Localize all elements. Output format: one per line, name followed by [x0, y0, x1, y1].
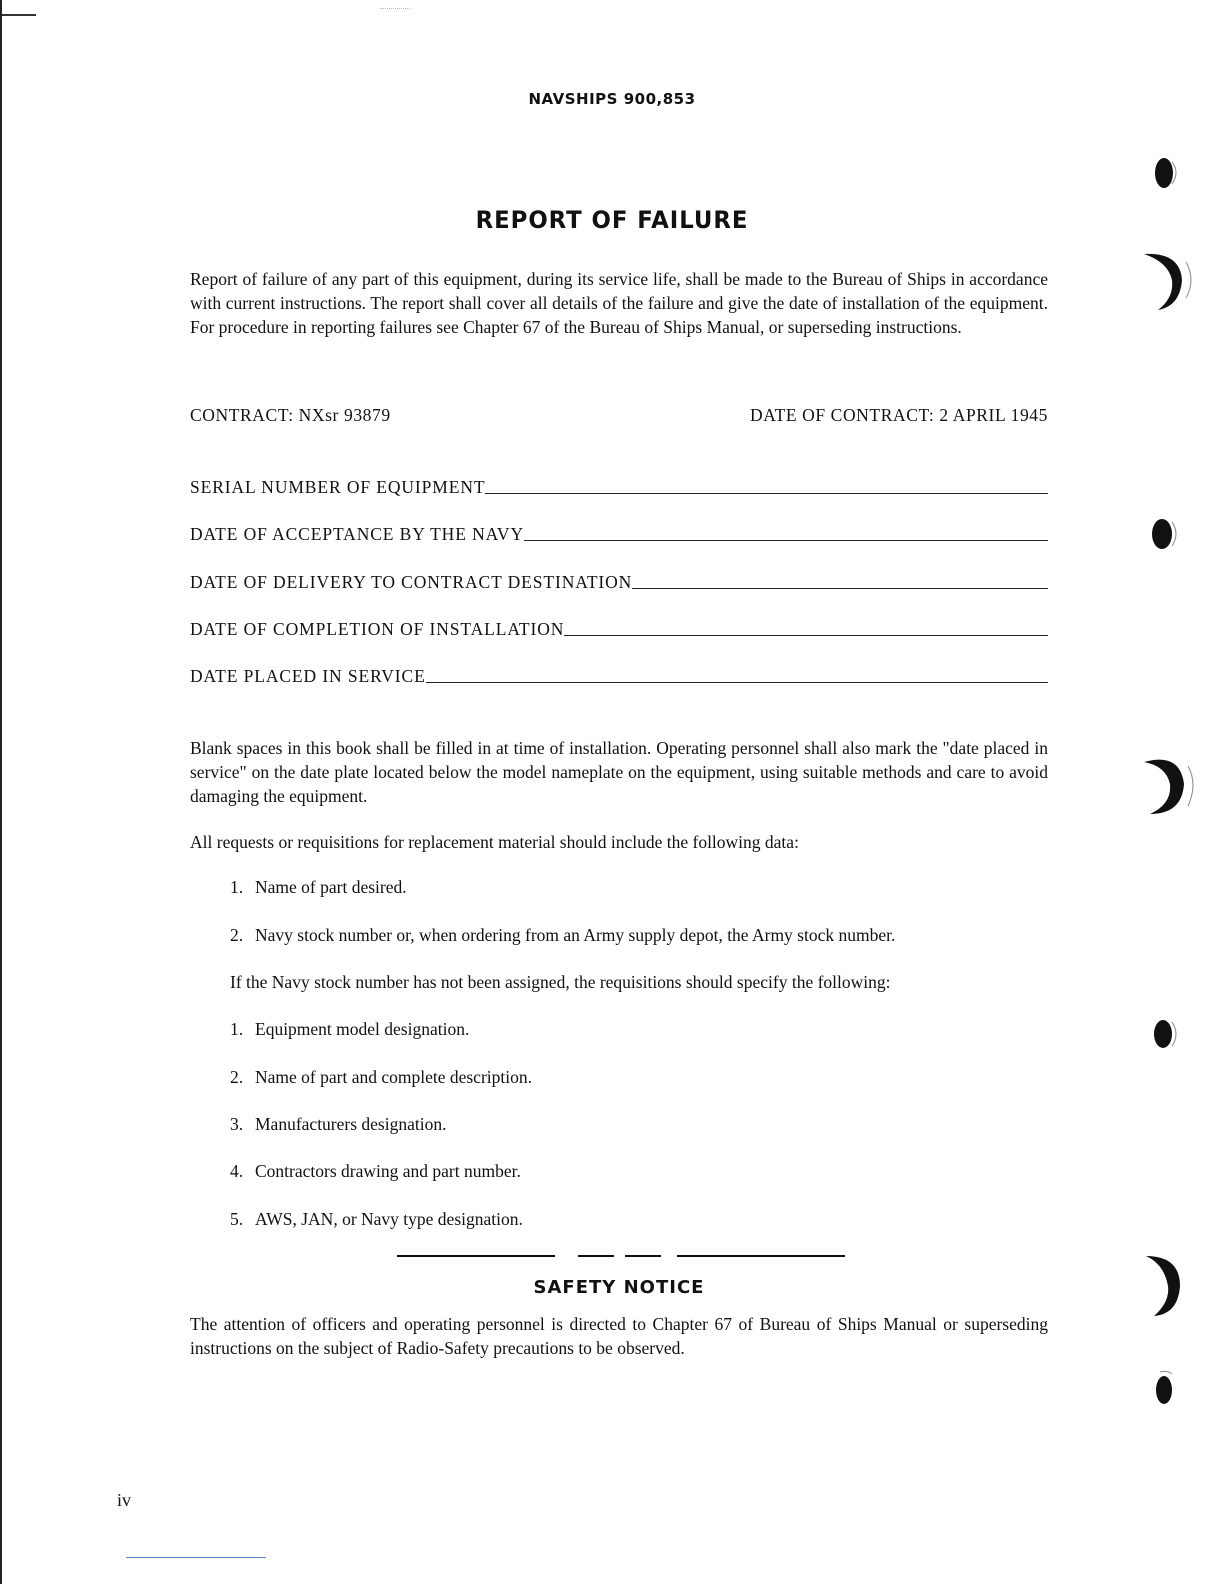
serial-number-field[interactable]: [190, 474, 1048, 498]
page-left-edge: [0, 0, 2, 1584]
list-item-text: Name of part desired.: [255, 877, 407, 897]
list-item: [230, 1209, 523, 1230]
list-item-number: 4.: [230, 1161, 244, 1181]
service-date-label: DATE PLACED IN SERVICE: [190, 666, 426, 686]
list-item-number: 2.: [230, 1067, 244, 1087]
acceptance-date-field[interactable]: [190, 521, 1048, 545]
delivery-date-field[interactable]: [190, 569, 1048, 593]
divider-rule: [677, 1255, 845, 1257]
completion-date-label: DATE OF COMPLETION OF INSTALLATION: [190, 619, 565, 639]
acceptance-date-label: DATE OF ACCEPTANCE BY THE NAVY: [190, 524, 524, 544]
binder-hole-icon: [1140, 248, 1198, 314]
list-item-text: Equipment model designation.: [255, 1019, 470, 1039]
completion-date-blank[interactable]: [564, 634, 1048, 636]
divider-rule: [397, 1255, 555, 1257]
page-number: iv: [117, 1490, 132, 1510]
list-item-text: Contractors drawing and part number.: [255, 1161, 521, 1181]
divider-rule: [625, 1255, 661, 1257]
divider-rule: [578, 1255, 614, 1257]
list-item: [230, 877, 407, 898]
list-item-number: 2.: [230, 925, 244, 945]
list-item-number: 1.: [230, 877, 244, 897]
binder-hole-icon: [1150, 1012, 1186, 1054]
completion-date-field[interactable]: [190, 616, 1048, 640]
safety-notice-text: The attention of officers and operating personnel is directed to Chapter 67 of Bureau of Ships Manual or superseding instructions on the subject of Radio-Safety precautions to be observed.: [190, 1314, 1048, 1358]
document-code: NAVSHIPS 900,853: [528, 90, 696, 108]
list-item: [230, 925, 895, 946]
binder-hole-icon: [1150, 152, 1186, 194]
binder-hole-icon: [1148, 512, 1186, 554]
intro-paragraph: Report of failure of any part of this equipment, during its service life, shall be made to the Bureau of Ships in accordance with current instructions. The report shall cover all details of the failure and give the date of installation of the equipment. For procedure in reporting failures see Chapter 67 of the Bureau of Ships Manual, or superseding instructions.: [190, 269, 1048, 337]
service-date-blank[interactable]: [426, 681, 1048, 683]
list-item-number: 3.: [230, 1114, 244, 1134]
list-item-number: 1.: [230, 1019, 244, 1039]
list-item: [230, 1161, 521, 1182]
safety-notice-title: SAFETY NOTICE: [533, 1277, 705, 1298]
contract-number: CONTRACT: NXsr 93879: [190, 405, 391, 425]
acceptance-date-blank[interactable]: [524, 539, 1048, 541]
list-item-text: AWS, JAN, or Navy type designation.: [255, 1209, 523, 1229]
binder-hole-icon: [1136, 748, 1200, 820]
delivery-date-label: DATE OF DELIVERY TO CONTRACT DESTINATION: [190, 572, 633, 592]
unassigned-note: If the Navy stock number has not been assigned, the requisitions should specify the following:: [230, 972, 891, 992]
page-title: REPORT OF FAILURE: [475, 206, 749, 234]
delivery-date-blank[interactable]: [632, 587, 1048, 589]
list-item-text: Manufacturers designation.: [255, 1114, 447, 1134]
scan-artifact: [380, 8, 410, 10]
list-item: [230, 1019, 469, 1040]
service-date-field[interactable]: [190, 663, 1048, 687]
serial-number-blank[interactable]: [485, 492, 1048, 494]
contract-row: [190, 405, 1048, 426]
list-item-text: Name of part and complete description.: [255, 1067, 532, 1087]
list-item: [230, 1067, 532, 1088]
requests-paragraph: All requests or requisitions for replacement material should include the following data:: [190, 832, 799, 852]
contract-date: DATE OF CONTRACT: 2 APRIL 1945: [750, 405, 1048, 425]
corner-mark: [2, 14, 36, 16]
blank-spaces-paragraph: Blank spaces in this book shall be filled in at time of installation. Operating personnel shall also mark the "date placed in service" on the date plate located below the model nameplate on the equipment, using suitable methods and care to avoid damaging the equipment.: [190, 738, 1048, 806]
list-item: [230, 1114, 446, 1135]
list-item-text: Navy stock number or, when ordering from an Army supply depot, the Army stock number.: [255, 925, 896, 945]
binder-hole-icon: [1140, 1250, 1196, 1322]
scan-artifact-line: [126, 1557, 266, 1558]
serial-number-label: SERIAL NUMBER OF EQUIPMENT: [190, 477, 486, 497]
list-item-number: 5.: [230, 1209, 244, 1229]
binder-hole-icon: [1152, 1366, 1186, 1410]
